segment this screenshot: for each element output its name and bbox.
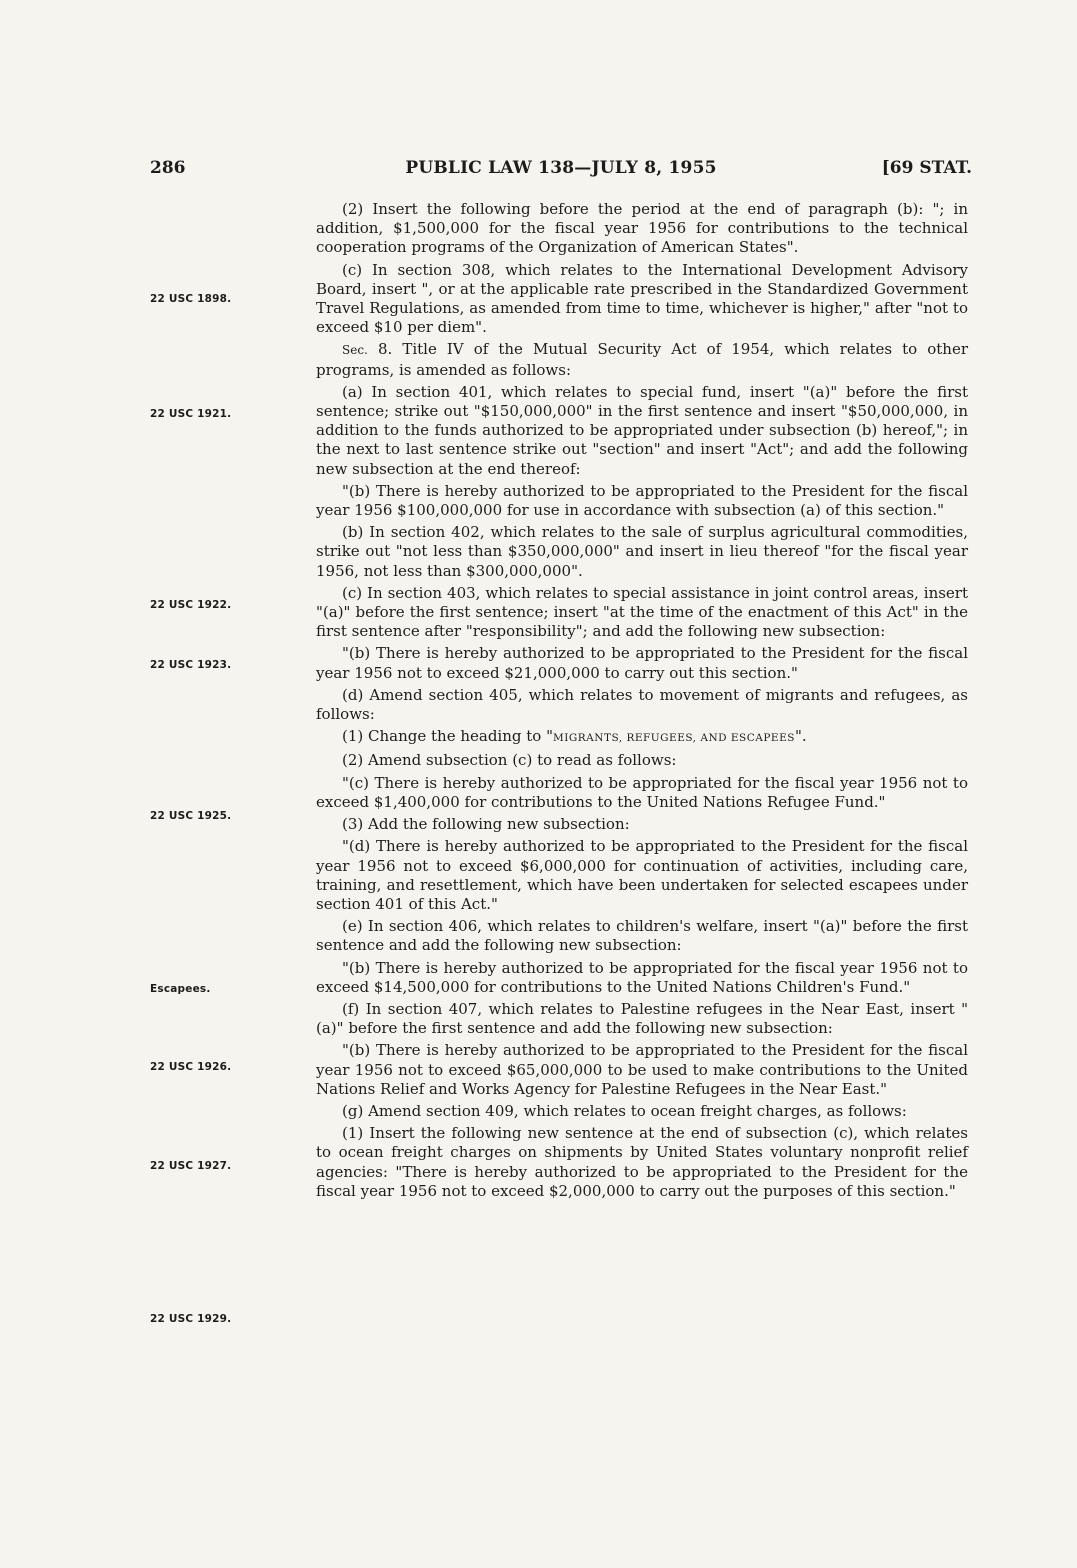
statute-body bbox=[316, 200, 968, 1204]
paragraph-d-section-405: (d) Amend section 405, which relates to movement of migrants and refugees, as follows: bbox=[316, 685, 968, 724]
margin-note-22-usc-1925: 22 USC 1925. bbox=[150, 810, 232, 822]
section-abbreviation: Sec. bbox=[342, 343, 368, 358]
paragraph-2-amend-subsection-c: (2) Amend subsection (c) to read as follows: bbox=[342, 751, 677, 770]
page-number: 286 bbox=[150, 158, 186, 178]
paragraph-3-add-subsection: (3) Add the following new subsection: bbox=[342, 815, 630, 834]
paragraph-quoted-403-b: "(b) There is hereby authorized to be appropriated to the President for the fiscal year 1956 not to exceed $21,000,000 to carry out this section." bbox=[316, 644, 968, 682]
margin-note-22-usc-1922: 22 USC 1922. bbox=[150, 599, 232, 611]
paragraph-quoted-405-c: "(c) There is hereby authorized to be appropriated for the fiscal year 1956 not to exceed $1,400,000 for contributions to the United Nations Refugee Fund." bbox=[316, 773, 968, 811]
paragraph-quoted-401-b: "(b) There is hereby authorized to be appropriated to the President for the fiscal year 1956 $100,000,000 for use in accordance with subsection (a) of this section." bbox=[316, 481, 968, 520]
heading-change-prefix: (1) Change the heading to " bbox=[342, 727, 553, 746]
paragraph-quoted-406-b: "(b) There is hereby authorized to be appropriated for the fiscal year 1956 not to exceed $14,500,000 for contributions to the United Nations Children's Fund." bbox=[316, 958, 968, 996]
paragraph-1-ocean-freight: (1) Insert the following new sentence at the end of subsection (c), which relates to ocean freight charges on shipments by United States voluntary nonprofit relief agencies: "There is hereby authorized to be appropriated to the President for the fiscal year 1956 not to exceed $2,000,000 to carry out the purposes of this section." bbox=[316, 1124, 968, 1200]
heading-change-suffix: ". bbox=[794, 727, 807, 746]
section-8-text: 8. Title IV of the Mutual Security Act of 1954, which relates to other programs, is amended as follows: bbox=[316, 340, 968, 379]
volume-reference: [69 STAT. bbox=[881, 158, 972, 178]
paragraph-c-section-403: (c) In section 403, which relates to special assistance in joint control areas, insert "(a)" before the first sentence; insert "at the time of the enactment of this Act" in the first sentence after "responsibility"; and add the following new subsection: bbox=[316, 583, 968, 641]
margin-note-22-usc-1898: 22 USC 1898. bbox=[150, 293, 232, 305]
paragraph-g-section-409: (g) Amend section 409, which relates to ocean freight charges, as follows: bbox=[342, 1101, 907, 1120]
margin-note-22-usc-1926: 22 USC 1926. bbox=[150, 1061, 232, 1073]
running-title: PUBLIC LAW 138—JULY 8, 1955 bbox=[405, 158, 717, 178]
margin-note-22-usc-1923: 22 USC 1923. bbox=[150, 659, 232, 671]
paragraph-b-section-402: (b) In section 402, which relates to the sale of surplus agricultural commodities, strike out "not less than $350,000,000" and insert in lieu thereof "for the fiscal year 1956, not less than $300,000,000". bbox=[316, 523, 968, 580]
paragraph-1-change-heading bbox=[316, 727, 968, 748]
small-caps-heading: MIGRANTS, REFUGEES, AND ESCAPEES bbox=[552, 732, 795, 745]
paragraph-f-section-407: (f) In section 407, which relates to Palestine refugees in the Near East, insert "(a)" before the first sentence and add the following new subsection: bbox=[316, 999, 968, 1038]
margin-note-22-usc-1921: 22 USC 1921. bbox=[150, 408, 232, 420]
paragraph-c-section-308: (c) In section 308, which relates to the International Development Advisory Board, insert ", or at the applicable rate prescribed in the Standardized Government Travel Regulations, as amended from time to time, whichever is higher," after "not to exceed $10 per diem". bbox=[316, 260, 968, 337]
paragraph-quoted-405-d: "(d) There is hereby authorized to be appropriated to the President for the fiscal year 1956 not to exceed $6,000,000 for continuation of activities, including care, training, and resettlement, which have been undertaken for selected escapees under section 401 of this Act." bbox=[316, 837, 968, 913]
margin-note-22-usc-1929: 22 USC 1929. bbox=[150, 1313, 232, 1325]
paragraph-quoted-407-b: "(b) There is hereby authorized to be appropriated to the President for the fiscal year 1956 not to exceed $65,000,000 to be used to make contributions to the United Nations Relief and Works Agency for Palestine Refugees in the Near East." bbox=[316, 1041, 968, 1098]
paragraph-sec-8 bbox=[316, 340, 968, 379]
margin-note-escapees: Escapees. bbox=[150, 983, 211, 995]
paragraph-e-section-406: (e) In section 406, which relates to children's welfare, insert "(a)" before the first sentence and add the following new subsection: bbox=[316, 917, 968, 955]
page-header bbox=[150, 158, 972, 186]
margin-note-22-usc-1927: 22 USC 1927. bbox=[150, 1160, 232, 1172]
paragraph-a-section-401: (a) In section 401, which relates to special fund, insert "(a)" before the first sentence; strike out "$150,000,000" in the first sentence and insert "$50,000,000, in addition to the funds authorized to be appropriated under subsection (b) hereof,"; in the next to last sentence strike out "section" and insert "Act"; and add the following new subsection at the end thereof: bbox=[316, 382, 968, 478]
paragraph-2-oas-contributions: (2) Insert the following before the period at the end of paragraph (b): "; in addition, $1,500,000 for the fiscal year 1956 for contributions to the technical cooperation programs of the Organization of American States". bbox=[316, 200, 968, 257]
